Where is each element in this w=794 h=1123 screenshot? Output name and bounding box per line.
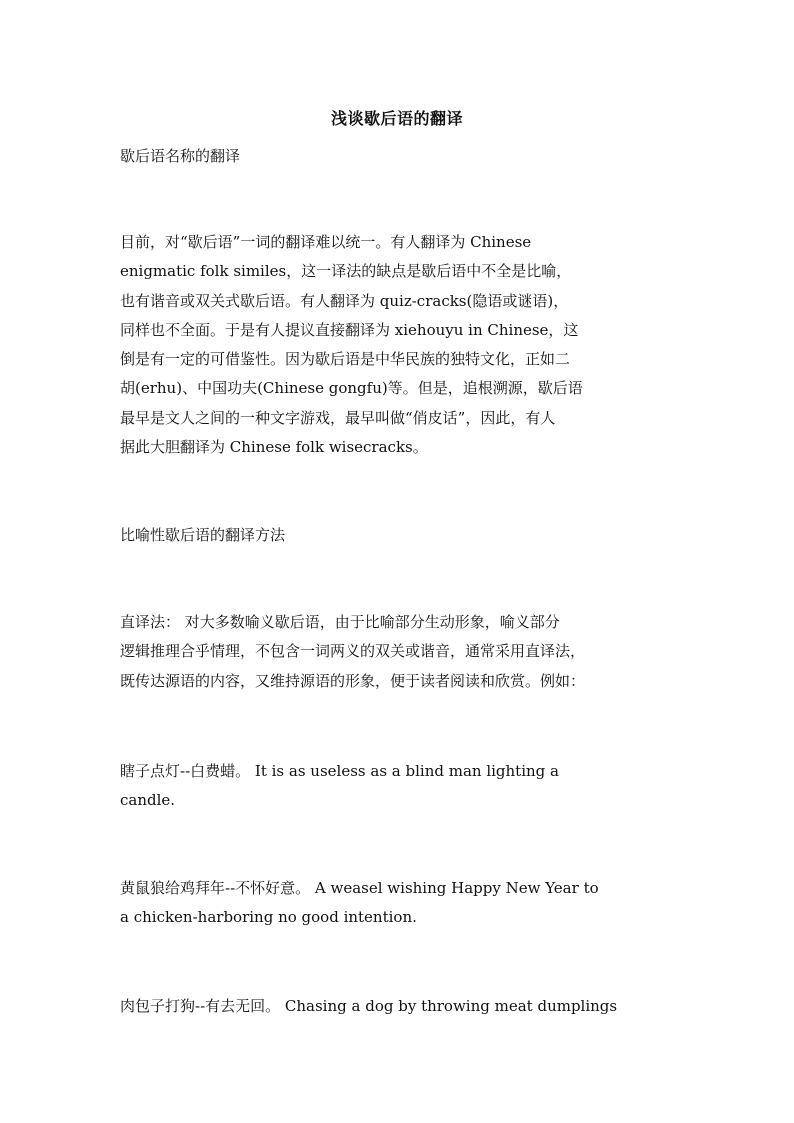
paragraph-line: 既传达源语的内容，又维持源语的形象，便于读者阅读和欣赏。例如： <box>120 671 586 690</box>
example-blind-man-candle <box>120 757 710 816</box>
example-line: candle. <box>120 791 176 810</box>
example-line: 肉包子打狗--有去无回。 Chasing a dog by throwing meat dumplings <box>120 997 618 1015</box>
paragraph-line: 也有谐音或双关式歇后语。有人翻译为 quiz-cracks(隐语或谜语)， <box>120 291 569 310</box>
paragraph-line: 最早是文人之间的一种文字游戏，最早叫做“俏皮话”，因此，有人 <box>120 408 556 427</box>
document-title: 浅谈歇后语的翻译 <box>330 109 463 128</box>
section-heading-metaphor-methods: 比喻性歇后语的翻译方法 <box>120 526 286 544</box>
paragraph-line: 据此大胆翻译为 Chinese folk wisecracks。 <box>120 438 428 457</box>
paragraph-literal-translation <box>120 608 710 696</box>
section-heading-name-translation: 歇后语名称的翻译 <box>120 147 241 165</box>
paragraph-name-translation <box>120 228 710 462</box>
paragraph-line: 目前，对“歇后语”一词的翻译难以统一。有人翻译为 Chinese <box>120 233 532 251</box>
paragraph-line: 倒是有一定的可借鉴性。因为歇后语是中华民族的独特文化，正如二 <box>120 350 571 369</box>
paragraph-line: 直译法： 对大多数喻义歇后语，由于比喻部分生动形象，喻义部分 <box>120 613 560 631</box>
paragraph-line: 同样也不全面。于是有人提议直接翻译为 xiehouyu in Chinese，这 <box>120 320 579 339</box>
example-weasel-chicken <box>120 874 710 933</box>
paragraph-line: 逻辑推理合乎情理，不包含一词两义的双关或谐音，通常采用直译法， <box>120 642 586 661</box>
paragraph-line: 胡(erhu)、中国功夫(Chinese gongfu)等。但是，追根溯源，歇后语 <box>120 379 583 398</box>
example-line: 黄鼠狼给鸡拜年--不怀好意。 A weasel wishing Happy New Year to <box>120 879 599 897</box>
paragraph-line: enigmatic folk similes，这一译法的缺点是歇后语中不全是比喻， <box>120 262 572 281</box>
example-meat-dumplings <box>120 992 710 1021</box>
example-line: 瞎子点灯--白费蜡。 It is as useless as a blind man lighting a <box>120 762 559 780</box>
example-line: a chicken-harboring no good intention. <box>120 908 417 927</box>
